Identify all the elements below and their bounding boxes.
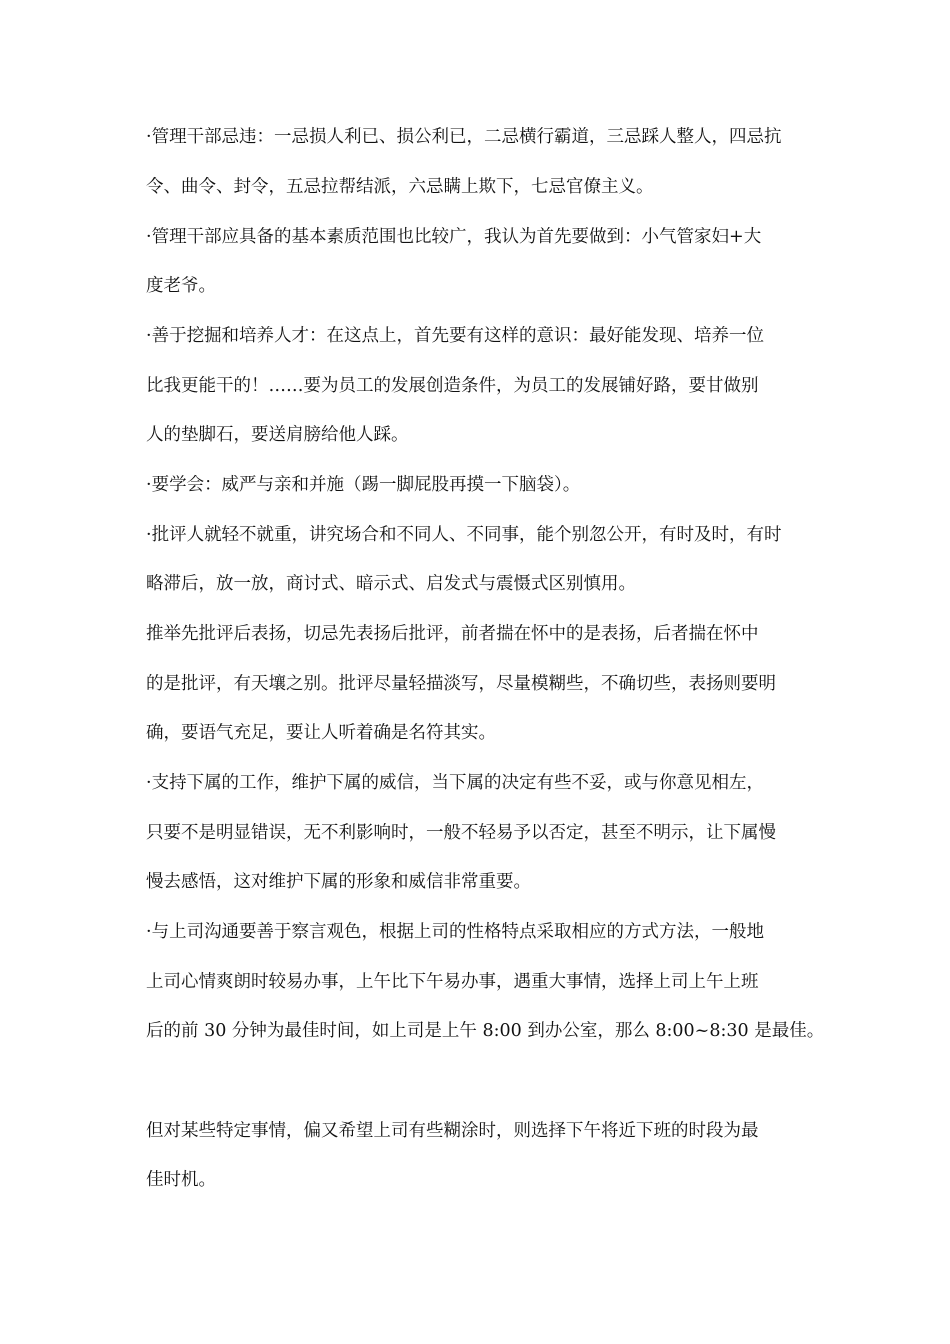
text-line: 佳时机。 [146,1170,216,1190]
text-line: 比我更能干的！……要为员工的发展创造条件，为员工的发展铺好路，要甘做别 [146,376,759,396]
text-line: 推举先批评后表扬，切忌先表扬后批评，前者揣在怀中的是表扬，后者揣在怀中 [146,624,759,644]
text-line: ·要学会：威严与亲和并施（踢一脚屁股再摸一下脑袋）。 [146,475,581,495]
text-line: ·支持下属的工作，维护下属的威信，当下属的决定有些不妥，或与你意见相左， [146,773,765,793]
text-line: ·与上司沟通要善于察言观色，根据上司的性格特点采取相应的方式方法，一般地 [146,922,765,942]
text-line: 略滞后，放一放，商讨式、暗示式、启发式与震慑式区别慎用。 [146,574,636,594]
text-line: 度老爷。 [146,276,216,296]
text-line: 但对某些特定事情，偏又希望上司有些糊涂时，则选择下午将近下班的时段为最 [146,1121,759,1141]
text-line: 令、曲令、封令，五忌拉帮结派，六忌瞒上欺下，七忌官僚主义。 [146,177,654,197]
text-line: 后的前 30 分钟为最佳时间，如上司是上午 8:00 到办公室，那么 8:00~8:30 是最佳。 [146,1021,825,1041]
text-line: 的是批评，有天壤之别。批评尽量轻描淡写，尽量模糊些，不确切些，表扬则要明 [146,674,776,694]
text-line: ·善于挖掘和培养人才：在这点上，首先要有这样的意识：最好能发现、培养一位 [146,326,765,346]
text-line: 慢去感悟，这对维护下属的形象和威信非常重要。 [146,872,531,892]
text-line: 只要不是明显错误，无不利影响时，一般不轻易予以否定，甚至不明示，让下属慢 [146,823,776,843]
text-line: ·管理干部忌违：一忌损人利已、损公利已，二忌横行霸道，三忌踩人整人，四忌抗 [146,127,782,147]
text-line: ·管理干部应具备的基本素质范围也比较广，我认为首先要做到：小气管家妇+大 [146,227,762,247]
text-line: ·批评人就轻不就重，讲究场合和不同人、不同事，能个别忽公开，有时及时，有时 [146,525,782,545]
text-line: 确，要语气充足，要让人听着确是名符其实。 [146,723,496,743]
text-line: 上司心情爽朗时较易办事，上午比下午易办事，遇重大事情，选择上司上午上班 [146,972,759,992]
text-line: 人的垫脚石，要送肩膀给他人踩。 [146,425,409,445]
